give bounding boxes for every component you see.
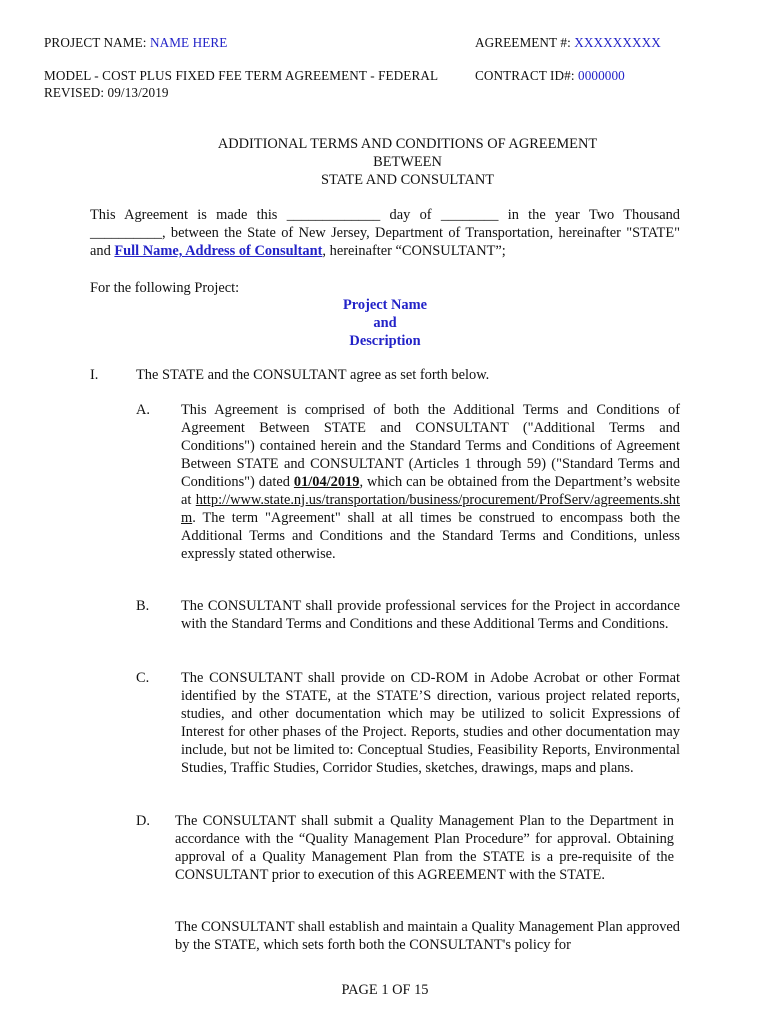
item-a-letter: A. [136,402,150,418]
item-d-paragraph-1: The CONSULTANT shall submit a Quality Management Plan to the Department in accordance with the “Quality Management Plan Procedure” for approval. Obtaining approval of a Quality Management Plan from the STATE is a pre-requisite of the CONSULTANT prior to execution of this AGREEMENT with the STATE. [175,813,674,883]
agreement-number-label: AGREEMENT #: [475,35,571,50]
revised-line: REVISED: 09/13/2019 [44,85,169,100]
item-a-text-1: This Agreement is comprised of both the Additional Terms and Conditions of Agreement Between STATE and CONSULTANT ("Additional Terms and Conditions") contained herein and the Standard Terms and Conditions of Agreement Between STATE and CONSULTANT (Articles 1 through 59) ("Standard Terms and Conditions") dated [181,402,680,490]
project-name-label: PROJECT NAME: [44,35,147,50]
contract-id-line [475,67,625,85]
item-c-paragraph: The CONSULTANT shall provide on CD-ROM in Adobe Acrobat or other Format identified by the STATE, at the STATE’S direction, various project related reports, studies, and other documentation which may be utilized to solicit Expressions of Interest for other phases of the Project. Reports, studies and other documentation may include, but not be limited to: Conceptual Studies, Feasibility Reports, Environmental Studies, Traffic Studies, Corridor Studies, sketches, drawings, maps and plans. [181,670,680,776]
item-c-letter: C. [136,670,150,686]
project-name-line-1: Project Name [342,297,428,313]
project-label: For the following Project: [90,280,240,296]
project-name-value: NAME HERE [149,35,228,50]
item-d-letter: D. [136,813,150,829]
title-line-3: STATE AND CONSULTANT [320,172,495,188]
title-line-2: BETWEEN [373,154,442,170]
contract-id-label: CONTRACT ID#: [475,68,575,83]
intro-text-1: This Agreement is made this _____________ day of ________ in the year Two Thousand __________, between the State of New Jersey, Department of Transportation, hereinafter "STATE" and [90,207,680,259]
model-line: MODEL - COST PLUS FIXED FEE TERM AGREEMENT - FEDERAL [44,68,439,83]
item-a-text-3: . The term "Agreement" shall at all times be construed to encompass both the Additional Terms and Conditions and the Standard Terms and Conditions, unless expressly stated otherwise. [181,510,680,562]
item-b-paragraph: The CONSULTANT shall provide professional services for the Project in accordance with the Standard Terms and Conditions and these Additional Terms and Conditions. [181,598,680,632]
consultant-name-link[interactable]: Full Name, Address of Consultant [114,243,323,259]
item-a-text-2: , which can be obtained from the Department’s website at [181,474,680,508]
section-numeral: I. [90,367,99,383]
standard-terms-url-link[interactable]: http://www.state.nj.us/transportation/business/procurement/ProfServ/agreements.shtm [181,492,680,526]
title-line-1: ADDITIONAL TERMS AND CONDITIONS OF AGREEMENT [217,136,598,152]
item-d-paragraph-2: The CONSULTANT shall establish and maintain a Quality Management Plan approved by the STATE, which sets forth both the CONSULTANT's policy for [175,919,680,953]
document-title [0,135,770,189]
item-a-paragraph [181,401,680,563]
project-name-block [285,296,485,350]
intro-paragraph [90,206,680,260]
section-text: The STATE and the CONSULTANT agree as set forth below. [136,367,490,383]
item-a-date: 01/04/2019 [293,474,360,490]
project-name-line [44,34,227,52]
project-name-line-2: and [373,315,397,331]
agreement-number-line [475,34,661,52]
item-b-letter: B. [136,598,150,614]
contract-id-value: 0000000 [578,68,625,83]
project-name-line-3: Description [349,333,421,349]
intro-text-2: , hereinafter “CONSULTANT”; [322,243,506,259]
agreement-number-value: XXXXXXXXX [574,35,661,50]
page-number: PAGE 1 OF 15 [341,982,429,998]
